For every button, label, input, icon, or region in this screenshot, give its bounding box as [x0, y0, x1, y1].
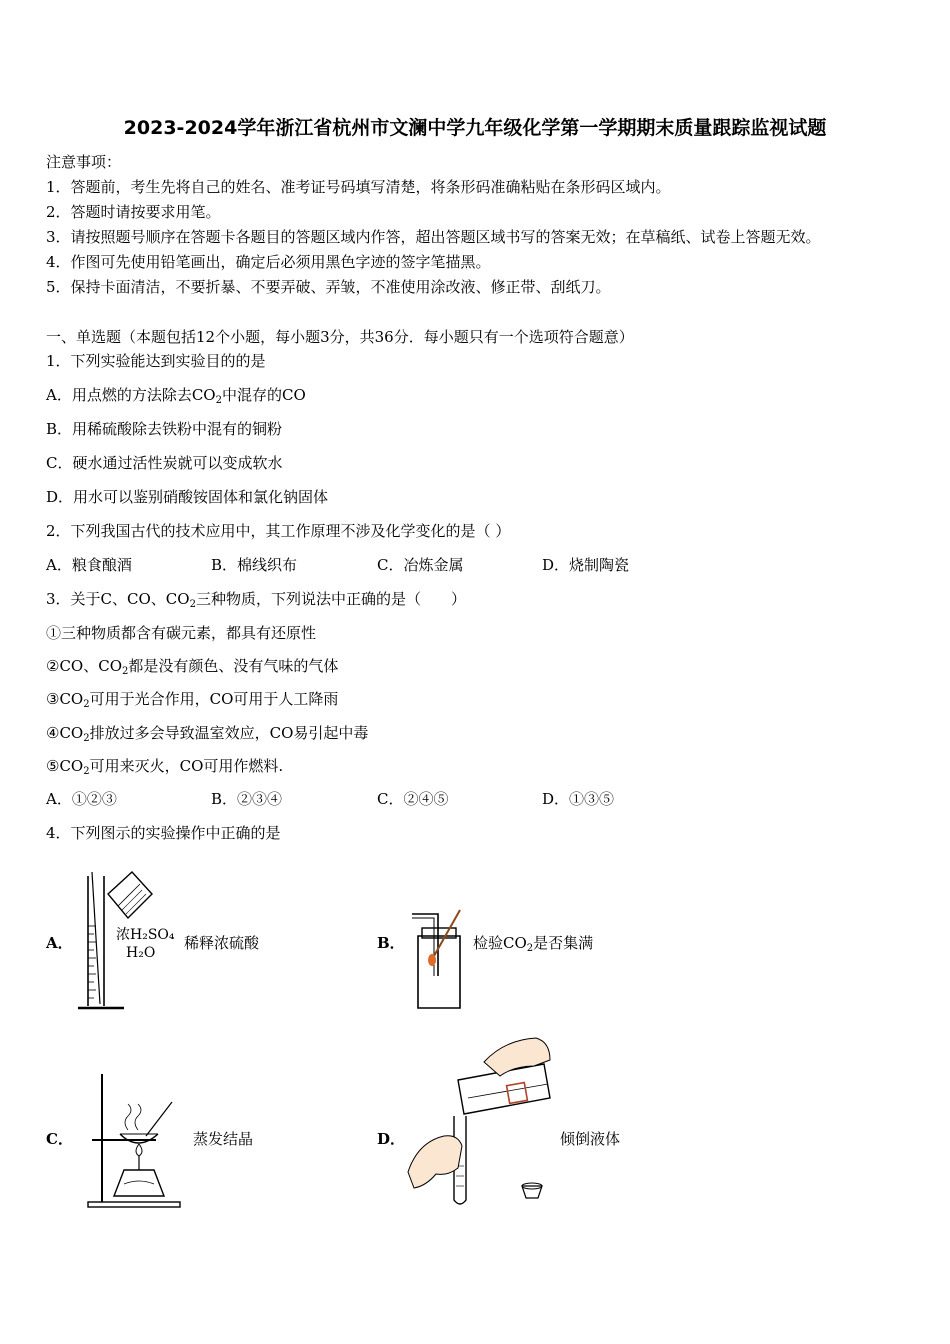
question-3-statement-3: $③CO_2$可用于光合作用，CO可用于人工降雨 — [46, 690, 339, 710]
question-4-option-c-label: C． — [46, 1130, 73, 1148]
dilution-beaker-icon — [74, 866, 184, 1014]
question-4-option-a-caption: 稀释浓硫酸 — [184, 934, 260, 952]
question-2-option-b: B．棉线织布 — [211, 556, 298, 574]
question-3-statement-5: $⑤CO_2$可用来灭火，CO可用作燃料. — [46, 757, 284, 777]
question-3-statement-4: $④CO_2$排放过多会导致温室效应，CO易引起中毒 — [46, 724, 369, 744]
question-2-option-a: A．粮食酿酒 — [46, 556, 132, 574]
question-1-option-c: C．硬水通过活性炭就可以变成软水 — [46, 454, 283, 472]
question-4-option-d-caption: 倾倒液体 — [560, 1130, 621, 1148]
question-3-statement-2: ②CO、$CO_2$都是没有颜色、没有气味的气体 — [46, 657, 339, 677]
question-1-stem: 1．下列实验能达到实验目的的是 — [46, 352, 266, 370]
evaporation-stand-icon — [84, 1072, 184, 1210]
question-1-option-a: A．用点燃的方法除去$CO_2$中混存的CO — [46, 386, 306, 406]
question-4-stem: 4．下列图示的实验操作中正确的是 — [46, 824, 281, 842]
question-3-option-c: C．②④⑤ — [377, 790, 449, 808]
fig-a-label-water: H₂O — [126, 945, 156, 961]
question-4-option-b-label: B． — [377, 934, 405, 952]
question-4-option-d-label: D． — [377, 1130, 406, 1148]
notice-item-4: 4．作图可先使用铅笔画出，确定后必须用黑色字迹的签字笔描黑。 — [46, 253, 491, 271]
question-3-option-a: A．①②③ — [46, 790, 117, 808]
question-3-stem: 3．关于C、CO、$CO_2$三种物质，下列说法中正确的是（ ） — [46, 590, 466, 610]
notice-item-1: 1．答题前，考生先将自己的姓名、准考证号码填写清楚，将条形码准确粘贴在条形码区域内。 — [46, 178, 671, 196]
question-4-option-b-caption: 检验$CO_2$是否集满 — [473, 934, 594, 954]
question-2-option-d: D．烧制陶瓷 — [542, 556, 630, 574]
pouring-test-tube-icon — [404, 1036, 554, 1211]
notice-heading: 注意事项： — [46, 153, 122, 171]
question-4-option-c-caption: 蒸发结晶 — [193, 1130, 254, 1148]
notice-item-3: 3．请按照题号顺序在答题卡各题目的答题区域内作答，超出答题区域书写的答案无效；在草稿纸、试卷上答题无效。 — [46, 228, 821, 246]
fig-a-label-acid: 浓H₂SO₄ — [116, 927, 175, 943]
question-1-option-d: D．用水可以鉴别硝酸铵固体和氯化钠固体 — [46, 488, 329, 506]
section-heading: 一、单选题（本题包括12个小题，每小题3分，共36分．每小题只有一个选项符合题意） — [46, 328, 634, 346]
page-title: 2023-2024学年浙江省杭州市文澜中学九年级化学第一学期期末质量跟踪监视试题 — [123, 117, 827, 139]
question-3-statement-1: ①三种物质都含有碳元素，都具有还原性 — [46, 624, 317, 642]
notice-item-5: 5．保持卡面清洁，不要折暴、不要弄破、弄皱，不准使用涂改液、修正带、刮纸刀。 — [46, 278, 611, 296]
question-3-option-d: D．①③⑤ — [542, 790, 615, 808]
question-4-option-a-label: A． — [46, 934, 73, 952]
question-2-stem: 2．下列我国古代的技术应用中，其工作原理不涉及化学变化的是（ ） — [46, 522, 511, 540]
question-1-option-b: B．用稀硫酸除去铁粉中混有的铜粉 — [46, 420, 283, 438]
question-2-option-c: C．冶炼金属 — [377, 556, 464, 574]
gas-bottle-match-icon — [404, 906, 474, 1014]
notice-item-2: 2．答题时请按要求用笔。 — [46, 203, 221, 221]
question-3-option-b: B．②③④ — [211, 790, 283, 808]
